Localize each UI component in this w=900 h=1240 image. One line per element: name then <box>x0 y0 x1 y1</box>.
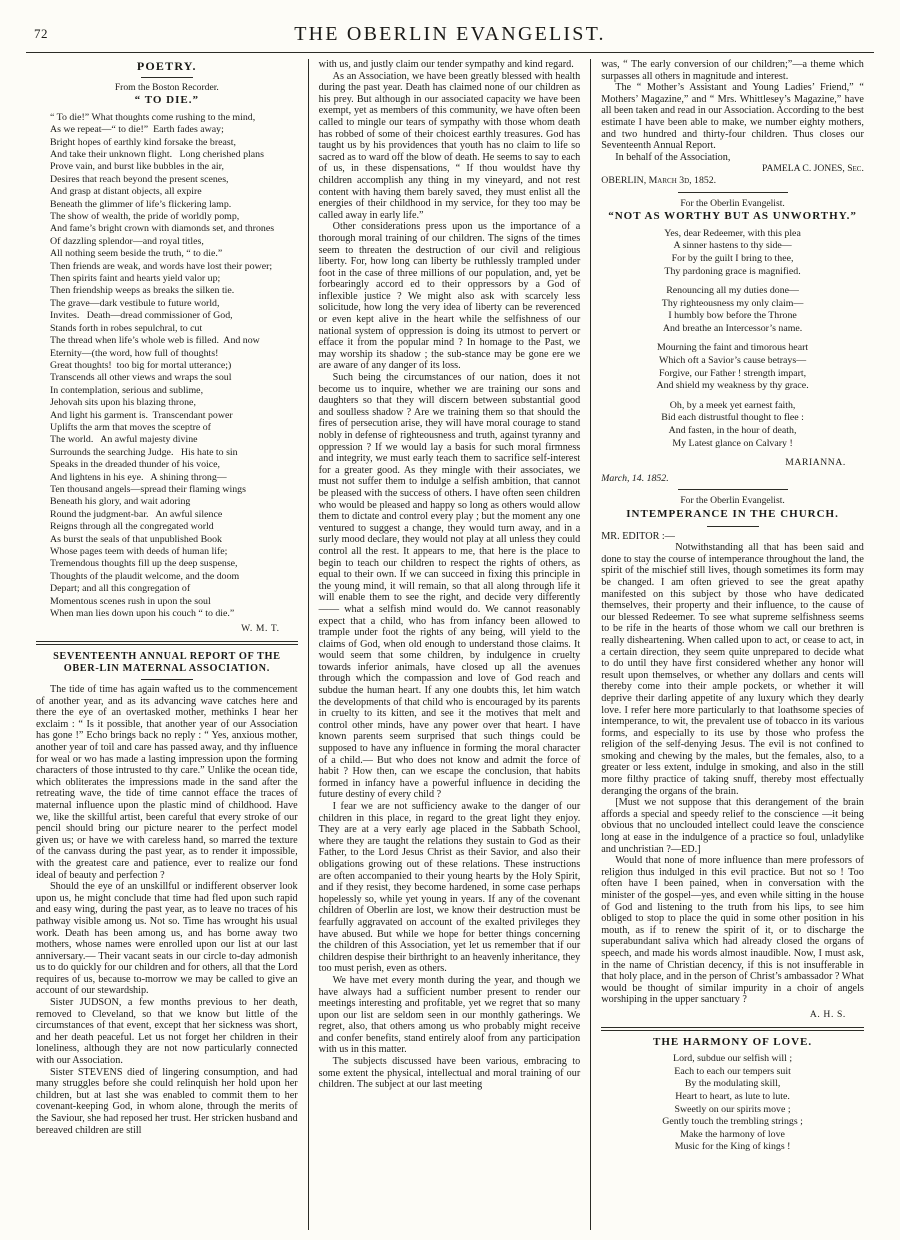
page-number: 72 <box>34 26 48 41</box>
poem-line: Whose pages teem with deeds of human life; <box>50 546 228 557</box>
divider <box>141 77 193 78</box>
article-signature: A. H. S. <box>809 1008 846 1020</box>
hymn-line: Which oft a Savior’s cause betrays— <box>659 355 807 367</box>
poem-line: And grasp at distant objects, all expire <box>50 186 202 198</box>
hymn-line: Oh, by a meek yet earnest faith, <box>669 399 796 411</box>
column-two <box>309 59 592 1230</box>
poem-title: “ TO DIE.” <box>134 94 199 107</box>
poem-line: All nothing seem beside the truth, “ to die.” <box>50 248 223 260</box>
report-heading: SEVENTEENTH ANNUAL REPORT OF THE OBER-LIN MATERNAL ASSOCIATION. <box>53 651 281 675</box>
paragraph: Notwithstanding all that has been said and done to stay the course of intemperance throughout the land, the spirit of the mischief still lives, though sometimes its form may be changed. I am often grieved to see the great apathy manifested on this subject by those who have dedicated themselves, their property and their influence, to the cause of our blessed Redeemer. To see what supreme selfishness seems to be rife in the hearts of those whom we call our brethren is really disheartening. When called upon to act, or cease to act, in a certain direction, they seem quite unprepared to decide what to do until they have first considered whether any honor will result upon themselves, or whether any dollars and cents will thereby come into their ample pockets, or whether it will deprive their darling appetite of any luxury which they dearly love. I refer here more particularly to that loathsome species of intemperance, to wit, the prevalent use of tobacco in its various forms, and especially to its use by those who profess the religion of the self-denying Jesus. The evil is not confined to smoking and chewing by the males, but the females, also, to a greater or less extent, indulge in smoking, and also in the still more filthy practice of taking snuff, thereby most effectually deranging the organs of the brain. <box>601 542 864 797</box>
divider <box>141 679 193 680</box>
poem-line: Stands forth in robes sepulchral, to cut <box>50 322 203 334</box>
poem-line: Tremendous thoughts fill up the deep suspense, <box>50 558 238 570</box>
hymn-line: My Latest glance on Calvary ! <box>672 437 793 449</box>
poem-line: Eternity—(the word, how full of thoughts! <box>50 347 219 359</box>
masthead <box>26 22 874 48</box>
poem-line: Desires that reach beyond the present scenes, <box>50 173 229 185</box>
poem-line: Speaks in the dreaded thunder of his voice, <box>50 459 221 471</box>
paragraph: We have met every month during the year, and though we have always had a sufficient number present to render our meetings interesting and profitable, yet we regret that so many upon our list are seldom seen in our monthly gatherings. We regret, also, that others among us who probably might receive and confer benefits, stand entirely aloof from any participation with us in this matter. <box>318 974 581 1056</box>
poem-line: Then friendship weeps as breaks the silken tie. <box>50 285 235 297</box>
paragraph: In behalf of the Association, <box>615 151 731 163</box>
poem-line: In contemplation, serious and sublime, <box>50 384 204 396</box>
hymn-stanza <box>601 285 864 335</box>
poem-signature: W. M. T. <box>241 623 280 635</box>
hymn-line: Forgive, our Father ! strength impart, <box>659 367 807 379</box>
poem-line: Prove vain, and burst like bubbles in the air, <box>50 161 225 173</box>
poem-line: As we repeat—“ to die!” Earth fades away; <box>50 124 224 136</box>
hymn-title: “NOT AS WORTHY BUT AS UNWORTHY.” <box>608 210 857 223</box>
paragraph: The “ Mother’s Assistant and Young Ladies’ Friend,” “ Mothers’ Magazine,” and “ Mrs. Whittlesey’s Magazine,” have all been taken and read in our Association. According to the best estimate I have been able to make, we number eighty mothers, and two hundred and thirty-four children. Thus closes our Seventeenth Annual Report. <box>601 82 864 152</box>
report-signature: PAMELA C. JONES, Sec. <box>761 163 864 175</box>
poem-line: When man lies down upon his couch “ to die.” <box>50 608 235 620</box>
poem-line: Great thoughts! too big for mortal utterance;) <box>50 359 232 371</box>
poem-line: The show of wealth, the pride of worldly pomp, <box>50 211 240 223</box>
article-credit: For the Oberlin Evangelist. <box>680 495 785 507</box>
paragraph: I fear we are not sufficiency awake to the danger of our children in this place, in regard to the great light they enjoy. They are at a very early age placed in the Sabbath School, where they are taught the relations they sustain to God as their Father, to the Lord Jesus Christ as their Savior, and also their obligations growing out of these relations. These instructions are often accompanied to their young hearts by the Holy Spirit, and if they resist, they become hardened, in some case perhaps hopelessly so, while yet young in years. If any of the covenant children of Oberlin are lost, we know their destruction must be fearfully aggravated on account of the exalted privileges they have abused. But while we hope for better things concerning the children of this Association, yet let us remember that if our children despise their birthright to an heavenly inheritance, they too must perish, even as others. <box>318 801 581 975</box>
hymn-stanza <box>601 342 864 392</box>
salutation <box>601 531 864 543</box>
divider <box>678 192 788 193</box>
poem-line: Uplifts the arm that moves the sceptre of <box>50 421 211 433</box>
column-three <box>591 59 874 1230</box>
poem-line: Ten thousand angels—spread their flaming wings <box>50 483 246 495</box>
hymn-line: And shield my weakness by thy grace. <box>656 380 809 392</box>
divider <box>601 1027 864 1031</box>
poem-line: Then spirits faint and hearts yield valor up; <box>50 273 221 285</box>
hymn-line: Make the harmony of love <box>680 1128 785 1140</box>
hymn-line: And fasten, in the hour of death, <box>668 425 797 437</box>
salutation-text: MR. EDITOR :— <box>601 530 675 542</box>
hymn-body <box>601 228 864 451</box>
hymn-line: By the modulating skill, <box>684 1078 781 1090</box>
hymn-line: Mourning the faint and timorous heart <box>657 342 809 354</box>
article-title: INTEMPERANCE IN THE CHURCH. <box>626 508 839 520</box>
hymn-stanza <box>601 228 864 278</box>
divider <box>707 526 759 527</box>
hymn-signature: MARIANNA. <box>785 457 846 469</box>
hymn-line: Yes, dear Redeemer, with this plea <box>664 227 801 239</box>
hymn-line: For by the guilt I bring to thee, <box>671 252 794 264</box>
hymn-stanza <box>601 400 864 450</box>
hymn-line: Renouncing all my duties done— <box>666 285 799 297</box>
hymn-line: Bid each distrustful thought to flee : <box>661 412 804 424</box>
paragraph: with us, and justly claim our tender sympathy and kind regard. <box>318 59 574 70</box>
paragraph: The subjects discussed have been various, embracing to some extent the physical, intellectual and moral training of our children. The subject at our last meeting <box>318 1056 581 1091</box>
paragraph: Sister JUDSON, a few months previous to her death, removed to Cleveland, so that we know but little of the circumstances of that event, except that her sickness was short, and her death peaceful. Let us not forget her children in their loneliness, although they are not now particularly connected with our Association. <box>36 997 298 1067</box>
paragraph: Sister STEVENS died of lingering consumption, and had many struggles before she could relinquish her hold upon her children, but at last she was enabled to commit them to her covenant-keeping God, in whom alone, through the merits of the Saviour, she had reposed her trust. Her stricken husband and bereaved children are still <box>36 1066 298 1136</box>
poem-line: Then friends are weak, and words have lost their power; <box>50 260 273 272</box>
hymn-line: I humbly bow before the Throne <box>668 310 797 322</box>
hymn-line: Sweetly on our spirits move ; <box>674 1103 791 1115</box>
poetry-section-heading: POETRY. <box>136 59 197 73</box>
paragraph: was, “ The early conversion of our children;”—a theme which surpasses all others in magnitude and interest. <box>601 59 864 82</box>
poem-line: As burst the seals of that unpublished Book <box>50 533 222 545</box>
poem-line: Thoughts of the plaudit welcome, and the doom <box>50 570 240 582</box>
hymn-line: A sinner hastens to thy side— <box>673 240 792 252</box>
poem-line: The world. An awful majesty divine <box>50 434 198 446</box>
paragraph: The tide of time has again wafted us to the commencement of another year, and as its advancing wave catches here and there the eye of an overtasked mother, methinks I hear her exclaim : “ Is it possible, that another year of our Association has gone !” Echo brings back no reply : “ Yes, anxious mother, another year of toil and care has passed away, and thy influence for weal or wo has made a lasting impression upon the forming characters of those intrusted to thy care.” Unlike the ocean tide, which obliterates the impressions made in the sand after the retreating wave, the tide of time cannot efface the traces of maternal influence upon the plastic mind of childhood. Have we, like the skillful artist, been careful that every stroke of our pencil should bring our picture nearer to the perfect model given us; or have we with careless hand, so marred the texture of the canvass during the past year, as to render it impossible, with the greatest care and patience, ever to realize our fond ideal of beauty and perfection ? <box>36 684 298 881</box>
poem-line: The grave—dark vestibule to future world, <box>50 297 220 309</box>
poem-line: Reigns through all the congregated world <box>50 521 214 533</box>
hymn-line: Each to each our tempers suit <box>674 1065 791 1077</box>
hymn-credit: For the Oberlin Evangelist. <box>680 197 785 209</box>
hymn-line: And breathe an Intercessor’s name. <box>662 322 803 334</box>
poem-line: Momentous scenes rush in upon the soul <box>50 595 211 607</box>
paragraph: Other considerations press upon us the importance of a thorough moral training of our children. The signs of the times seem to threaten the destruction of our civil and religious liberty. For, how long can liberty be ruthlessly trampled under foot in the case of three millions of our population, and, yet be forbearingly accord ed to their oppressors by a God of inflexible justice ? We might also ask with scarcely less solicitude, how long the very idea of liberty can be reverenced or even kept alive in the heart while the selfishness of our national system of oppression is doing its utmost to pervert or efface it from the popular mind ? In homage to the Past, we may worship its shadow ; the sub-stance may be gone ere we are aware of any danger of its loss. <box>318 221 581 372</box>
hymn-line: Heart to heart, as lute to lute. <box>675 1090 790 1102</box>
paragraph: As an Association, we have been greatly blessed with health during the past year. Death has claimed none of our children as his prey. But although in our associated capacity we have been exempt, yet as members of this community, we have often been called to mingle our tears of sympathy with those whom death has robbed of some of their choicest earthly treasures. God has taught us by his providences that youth has no claim to life so sacred as to ward off the blow of death. He seems to say to each of us, in these dispensations, “ If thou wouldst have thy children accomplish any thing in my vineyard, and not rest content with having them barely saved, they must enlist all the energies of their childhood in my service, for they too may be called away in early life.” <box>318 70 581 221</box>
paragraph: Would that none of more influence than mere professors of religion thus indulged in this evil practice. But not so ! Too often have I been pained, when in conversation with the minister of the gospel—yes, and even while sitting in the house of God and listening to the truth from his lips, to see him obliged to stop to place the quid in some other position in his mouth, as if to renew the spirit of it, or to discharge the superabundant saliva which had already closed the organs of speech, and made his words almost inaudible. Now, I must ask, in the name of Christian decency, if this is not insufferable in that holy place, and in the person of Christ’s ambassador ? What would be thought of similar impurity in a choir of angels worshiping in the upper sanctuary ? <box>601 855 864 1006</box>
poem-line: And fame’s bright crown with diamonds set, and thrones <box>50 223 275 235</box>
poem-line: Surrounds the searching Judge. His hate to sin <box>50 446 238 458</box>
poem-line: And lightens in his eye. A shining throng— <box>50 471 227 483</box>
hymn-line: Music for the King of kings ! <box>674 1141 791 1153</box>
paragraph: [Must we not suppose that this derangement of the brain affords a special and speedy relief to the conscience —it being obvious that no unclouded intellect could leave the conscience long at ease in the indulgence of a practice so foul, unladylike and unchristian ?—ED.] <box>601 797 864 855</box>
poem-line: “ To die!” What thoughts come rushing to the mind, <box>50 111 256 123</box>
hymn-line: Thy pardoning grace is magnified. <box>664 265 801 277</box>
publication-title: THE OBERLIN EVANGELIST. <box>294 23 606 45</box>
hymn-line: Gently touch the trembling strings ; <box>662 1116 803 1128</box>
poem-line: Beneath the glimmer of life’s flickering lamp. <box>50 198 232 210</box>
poem-source: From the Boston Recorder. <box>114 81 219 93</box>
hymn-date: March, 14. 1852. <box>601 472 669 484</box>
column-one <box>26 59 309 1230</box>
hymn2-body <box>601 1053 864 1154</box>
hymn-line: Lord, subdue our selfish will ; <box>673 1053 793 1065</box>
poem-line: Bright hopes of earthly kind forsake the breast, <box>50 136 236 148</box>
paragraph: Should the eye of an unskillful or indifferent observer look upon us, he might conclude that time had fled upon such rapid and easy wing, during the past year, as to leave no traces of his pathway visible among us. Not so. Time has wrought his usual work. Death has been among us, and has borne away two mothers, whose names were enrolled upon our list at our last anniversary.— Their vacant seats in our circle to-day admonish us to do quickly for our children and for others, all that the Lord requires of us, because to-morrow we may be called to give an account of our stewardship. <box>36 881 298 997</box>
poem-line: Transcends all other views and wraps the soul <box>50 372 232 384</box>
poem-line: Invites. Death—dread commissioner of God, <box>50 310 233 322</box>
hymn-line: Thy righteousness my only claim— <box>661 297 804 309</box>
poem-body <box>36 112 298 621</box>
divider <box>678 489 788 490</box>
poem-line: The thread when life’s whole web is filled. And now <box>50 335 260 347</box>
poem-line: Depart; and all this congregation of <box>50 583 191 595</box>
poem-line: Of dazzling splendor—and royal titles, <box>50 235 204 247</box>
article-columns <box>26 52 874 1230</box>
poem-line: Round the judgment-bar. An awful silence <box>50 508 223 520</box>
poem-line: Beneath his glory, and wait adoring <box>50 496 191 508</box>
divider <box>36 641 298 645</box>
report-place-date: OBERLIN, March 3d, 1852. <box>601 174 717 186</box>
poem-line: Jehovah sits upon his blazing throne, <box>50 397 196 409</box>
hymn2-title: THE HARMONY OF LOVE. <box>652 1035 813 1048</box>
poem-line: And take their unknown flight. Long cherished plans <box>50 149 264 160</box>
paragraph: Such being the circumstances of our nation, does it not become us to inquire, whether we are training our sons and daughters so that they will discern between substantial good and soulless shadow ? Are we training them so that should the fires of persecution arise, they will have moral courage to stand nobly in defense of righteousness and truth, against tyranny and oppression ? If we would lay a basis for such moral firmness and integrity, we must early teach them to sacrifice self-interest for a greater good. As they mingle with their associates, we must not suffer them to indulge a selfish ambition, that cannot be pleased with the success of others. I have often seen children who would be pleased and happy so long as others would allow them to dictate and control every play ; but the moment any one ventured to suggest a change, they would turn away, and in a surly mood declare, they would not play at all unless they could control all the rest. It appears to me, that here is the place to begin to teach our children to respect the rights of others, as equal to their own. If we can succeed in fixing this principle in the young mind, it will remain, so that all along through life it will enable them to see the right, and decide very differently —— what a selfish mind would do. We cannot reasonably expect that a child, who has from infancy been allowed to trample under foot the rights of any being, will yield to the claims of God, when old enough to understand those claims. It would seem that some children, by indulgence in cruelty towards inferior animals, have closed up all the avenues through which the compassion and love of God reach and subdue the human heart. If any one doubts this, let him watch the developments of that child who is encouraged by its parents in cruelty to its kitten, and see it the motives that melt and control other minds, have any power over that heart. I have known parents seem surprised that such things could be supposed to have any influence in forming the moral character of a child.— But who does not know and admit the force of habit ? How then, can we escape the conclusion, that habits formed in infancy have a powerful influence in deciding the future destiny of every child ? <box>318 372 581 801</box>
poem-line: And light his garment is. Transcendant power <box>50 409 233 421</box>
